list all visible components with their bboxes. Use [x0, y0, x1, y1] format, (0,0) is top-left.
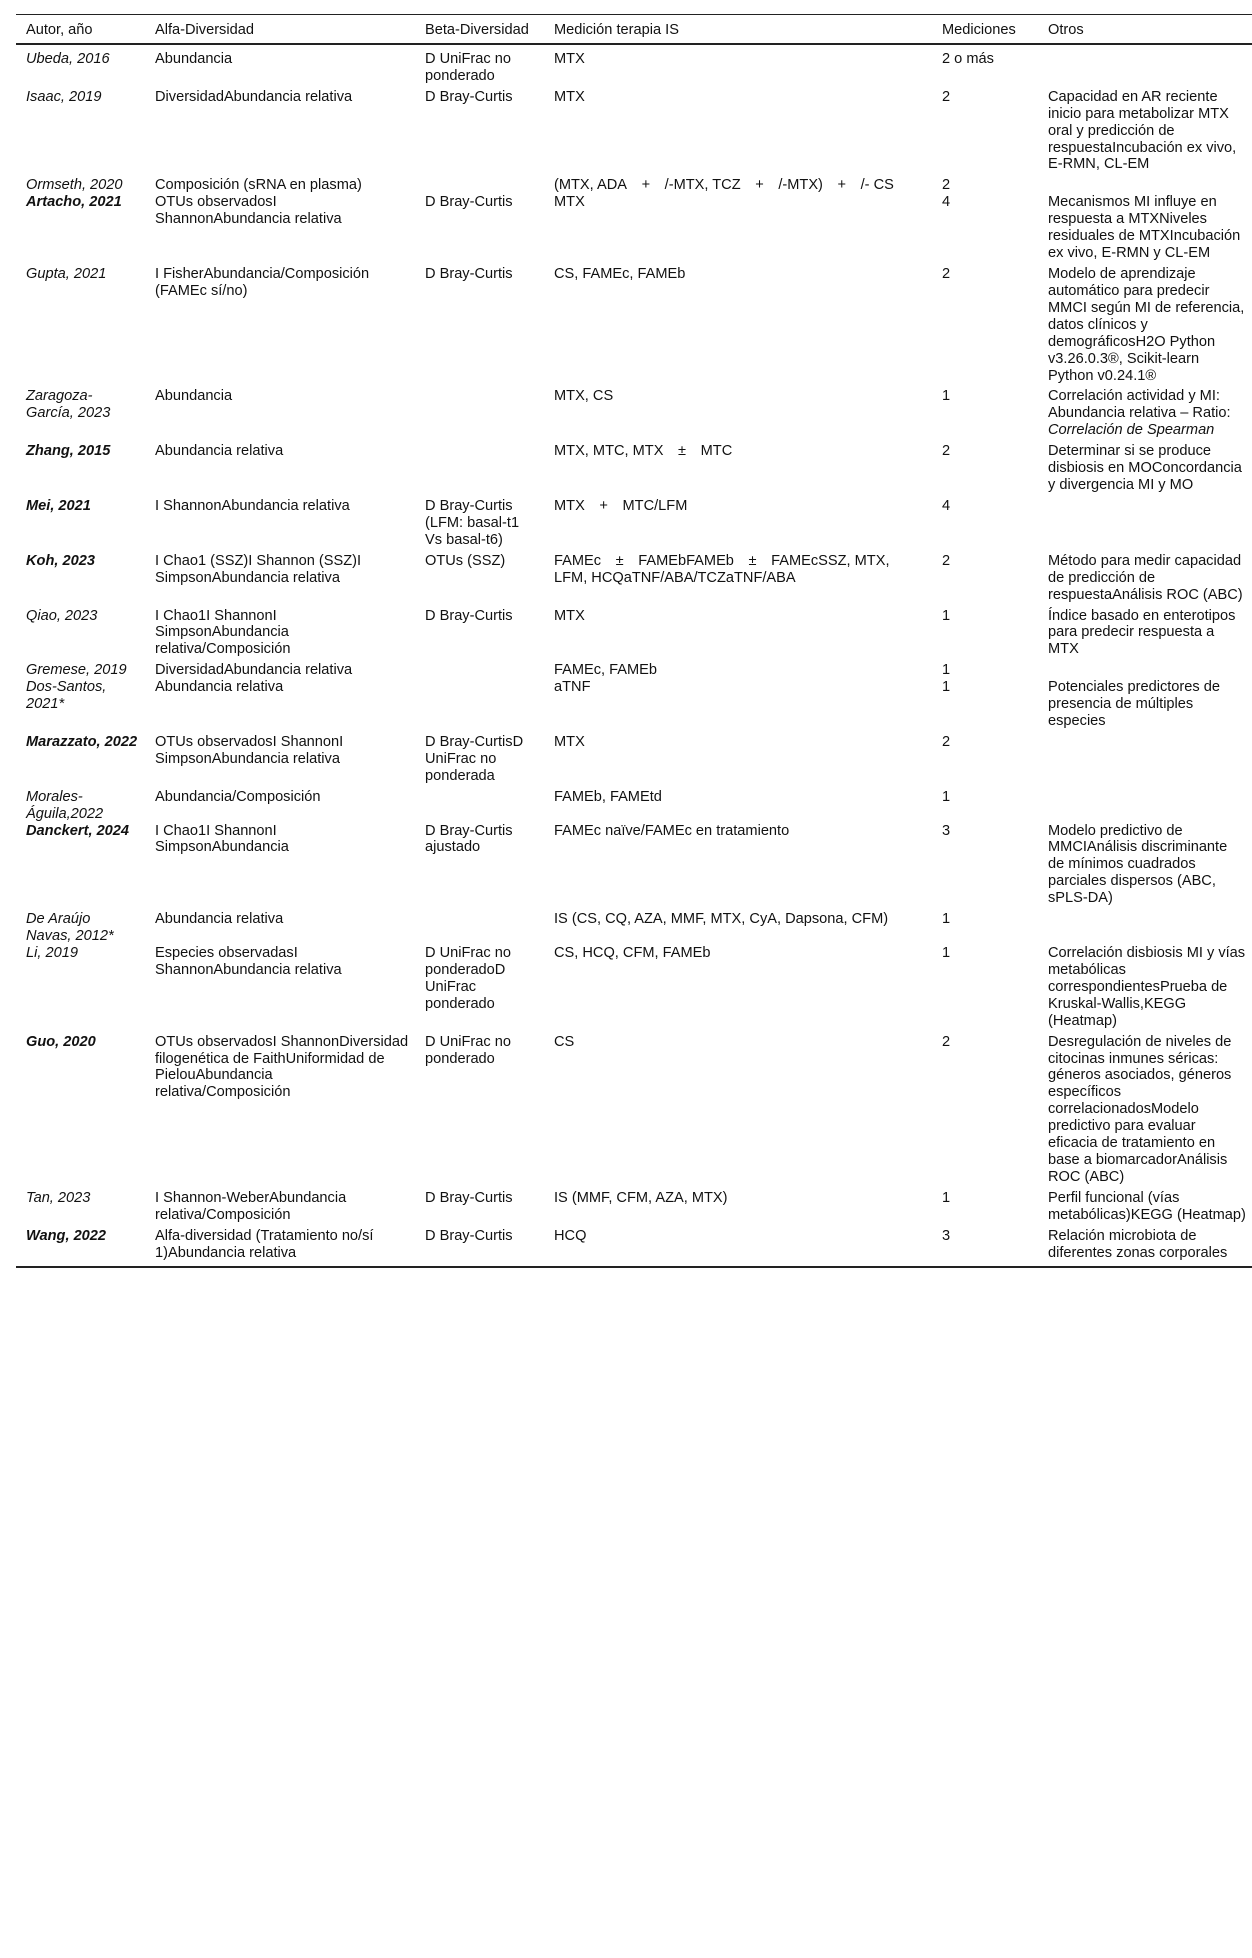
- cell-therapy: CS: [554, 1033, 575, 1050]
- cell-alpha: OTUs observadosI ShannonI SimpsonAbundancia relativa: [155, 733, 344, 767]
- others-emphasis: Correlación de Spearman: [1048, 422, 1215, 439]
- table-row: [16, 679, 1252, 734]
- table-row: [16, 1228, 1252, 1267]
- cell-others: Modelo de aprendizaje automático para predecir MMCI según MI de referencia, datos clínicos y demográficosH2O Python v3.26.0.3®, Scikit-learn Python v0.24.1®: [1048, 265, 1245, 384]
- table-row: [16, 945, 1252, 1034]
- table-row: [16, 89, 1252, 178]
- others-text: Correlación actividad y MI: Abundancia relativa – Ratio:: [1048, 388, 1231, 422]
- table-row: [16, 608, 1252, 663]
- cell-beta: [415, 177, 544, 194]
- cell-others: Modelo predictivo de MMCIAnálisis discriminante de mínimos cuadrados parciales dispersos (ABC, sPLS-DA): [1048, 822, 1228, 907]
- cell-alpha: OTUs observadosI ShannonDiversidad filogenética de FaithUniformidad de PielouAbundancia relativa/Composición: [155, 1033, 409, 1101]
- header-measurements: Mediciones: [942, 22, 1016, 38]
- cell-beta: [415, 789, 544, 823]
- cell-beta: D Bray-Curtis: [425, 88, 513, 105]
- cell-measurements: 1: [942, 911, 951, 928]
- cell-measurements: 1: [942, 1189, 951, 1206]
- cell-author: Morales-Águila,2022: [26, 788, 104, 822]
- cell-therapy: FAMEc naïve/FAMEc en tratamiento: [554, 822, 790, 839]
- cell-alpha: Abundancia relativa: [155, 443, 284, 460]
- cell-therapy: MTX: [554, 733, 585, 750]
- cell-beta: [415, 662, 544, 679]
- cell-alpha: Abundancia relativa: [155, 679, 284, 696]
- cell-beta: D UniFrac no ponderado: [425, 50, 511, 84]
- cell-alpha: I Shannon-WeberAbundancia relativa/Composición: [155, 1189, 347, 1223]
- cell-others: Mecanismos MI influye en respuesta a MTXNiveles residuales de MTXIncubación ex vivo, E-RMN y CL-EM: [1048, 194, 1241, 262]
- cell-measurements: 4: [942, 194, 951, 211]
- cell-measurements: 3: [942, 822, 951, 839]
- cell-author: Artacho, 2021: [26, 194, 122, 211]
- cell-measurements: 2: [942, 1033, 951, 1050]
- table-row: [16, 911, 1252, 945]
- cell-others: [1038, 734, 1252, 789]
- cell-others: [1038, 662, 1252, 679]
- cell-beta: D Bray-Curtis: [425, 607, 513, 624]
- cell-author: Qiao, 2023: [26, 607, 98, 624]
- cell-therapy: FAMEb, FAMEtd: [554, 788, 662, 805]
- cell-therapy: aTNF: [554, 679, 591, 696]
- header-others: Otros: [1048, 22, 1084, 38]
- cell-others: Correlación disbiosis MI y vías metabólicas correspondientesPrueba de Kruskal-Wallis,KEGG (Heatmap): [1048, 945, 1246, 1029]
- cell-beta: D Bray-Curtis: [425, 265, 513, 282]
- cell-author: Ormseth, 2020: [26, 177, 123, 194]
- studies-table: [16, 14, 1252, 1268]
- table-row: [16, 1190, 1252, 1228]
- cell-beta: D UniFrac no ponderadoD UniFrac ponderado: [425, 945, 511, 1012]
- cell-measurements: 2: [942, 88, 951, 105]
- cell-therapy: MTX: [554, 88, 585, 105]
- cell-therapy: MTX: [554, 194, 585, 211]
- table-row: [16, 734, 1252, 789]
- cell-measurements: 1: [942, 607, 951, 624]
- cell-measurements: 1: [942, 679, 951, 696]
- table-row: [16, 662, 1252, 679]
- cell-alpha: OTUs observadosI ShannonAbundancia relativa: [155, 194, 342, 228]
- cell-others: [1038, 177, 1252, 194]
- cell-beta: [415, 911, 544, 945]
- cell-author: Ubeda, 2016: [26, 50, 110, 67]
- cell-therapy: MTX, MTC, MTX ± MTC: [554, 443, 733, 460]
- cell-therapy: HCQ: [554, 1227, 587, 1244]
- cell-others: [1038, 789, 1252, 823]
- table-row: [16, 44, 1252, 89]
- cell-therapy: MTX, CS: [554, 388, 614, 405]
- cell-therapy: MTX: [554, 50, 585, 67]
- cell-author: Isaac, 2019: [26, 88, 102, 105]
- cell-author: Dos-Santos, 2021*: [26, 679, 107, 713]
- cell-therapy: CS, HCQ, CFM, FAMEb: [554, 945, 711, 962]
- cell-others: Determinar si se produce disbiosis en MOConcordancia y divergencia MI y MO: [1048, 443, 1242, 494]
- cell-others: Relación microbiota de diferentes zonas corporales: [1048, 1227, 1228, 1261]
- cell-others: Índice basado en enterotipos para predecir respuesta a MTX: [1048, 607, 1236, 658]
- table-row: [16, 388, 1252, 443]
- cell-alpha: Abundancia: [155, 388, 233, 405]
- cell-author: Guo, 2020: [26, 1033, 96, 1050]
- cell-alpha: I ShannonAbundancia relativa: [155, 497, 350, 514]
- cell-alpha: Abundancia relativa: [155, 911, 284, 928]
- table-row: [16, 443, 1252, 498]
- table-row: [16, 823, 1252, 912]
- cell-therapy: IS (CS, CQ, AZA, MMF, MTX, CyA, Dapsona, CFM): [554, 911, 889, 928]
- cell-measurements: 2: [942, 265, 951, 282]
- cell-beta: D Bray-Curtis: [425, 1227, 513, 1244]
- cell-author: Tan, 2023: [26, 1189, 91, 1206]
- cell-beta: D Bray-Curtis: [425, 1189, 513, 1206]
- cell-measurements: 1: [942, 945, 951, 962]
- cell-therapy: MTX: [554, 607, 585, 624]
- cell-therapy: (MTX, ADA + /-MTX, TCZ + /-MTX) + /- CS: [554, 177, 894, 194]
- cell-alpha: DiversidadAbundancia relativa: [155, 662, 353, 679]
- cell-others: [1038, 388, 1252, 443]
- cell-others: Potenciales predictores de presencia de múltiples especies: [1048, 679, 1220, 730]
- cell-therapy: CS, FAMEc, FAMEb: [554, 265, 686, 282]
- cell-beta: D Bray-Curtis (LFM: basal-t1 Vs basal-t6): [425, 497, 520, 548]
- cell-measurements: 2: [942, 177, 951, 194]
- cell-beta: [415, 679, 544, 734]
- cell-alpha: I Chao1I ShannonI SimpsonAbundancia relativa/Composición: [155, 607, 291, 658]
- header-therapy: Medición terapia IS: [554, 22, 679, 38]
- table-row: [16, 194, 1252, 266]
- cell-others: [1038, 498, 1252, 553]
- cell-others: [1038, 911, 1252, 945]
- cell-author: Mei, 2021: [26, 497, 91, 514]
- header-alpha-diversity: Alfa-Diversidad: [155, 22, 254, 38]
- cell-author: Gremese, 2019: [26, 662, 127, 679]
- cell-therapy: MTX + MTC/LFM: [554, 497, 688, 514]
- cell-beta: D Bray-CurtisD UniFrac no ponderada: [425, 733, 524, 784]
- cell-measurements: 1: [942, 788, 951, 805]
- cell-others: Capacidad en AR reciente inicio para metabolizar MTX oral y predicción de respuestaIncubación ex vivo, E-RMN, CL-EM: [1048, 88, 1237, 173]
- cell-alpha: Composición (sRNA en plasma): [155, 177, 362, 194]
- cell-beta: [415, 443, 544, 498]
- header-beta-diversity: Beta-Diversidad: [425, 22, 529, 38]
- table-header-row: [16, 15, 1252, 44]
- cell-others: Método para medir capacidad de predicción de respuestaAnálisis ROC (ABC): [1048, 552, 1243, 603]
- table-row: [16, 498, 1252, 553]
- cell-author: Gupta, 2021: [26, 265, 107, 282]
- cell-alpha: I Chao1I ShannonI SimpsonAbundancia: [155, 822, 289, 856]
- cell-measurements: 2: [942, 443, 951, 460]
- cell-alpha: Abundancia/Composición: [155, 788, 321, 805]
- cell-author: Koh, 2023: [26, 552, 95, 569]
- cell-beta: D Bray-Curtis ajustado: [425, 822, 513, 856]
- cell-author: Li, 2019: [26, 945, 78, 962]
- cell-measurements: 1: [942, 388, 951, 405]
- cell-author: Danckert, 2024: [26, 822, 130, 839]
- cell-others: [1038, 44, 1252, 89]
- cell-measurements: 4: [942, 497, 951, 514]
- cell-author: Zaragoza-García, 2023: [26, 388, 111, 422]
- table-row: [16, 266, 1252, 388]
- cell-alpha: DiversidadAbundancia relativa: [155, 88, 353, 105]
- cell-measurements: 2 o más: [942, 50, 994, 67]
- cell-beta: [415, 388, 544, 443]
- cell-author: Marazzato, 2022: [26, 733, 138, 750]
- cell-alpha: I FisherAbundancia/Composición (FAMEc sí/no): [155, 265, 370, 299]
- table-row: [16, 553, 1252, 608]
- cell-measurements: 3: [942, 1227, 951, 1244]
- cell-therapy: IS (MMF, CFM, AZA, MTX): [554, 1189, 728, 1206]
- cell-others: Desregulación de niveles de citocinas inmunes séricas: géneros asociados, géneros específicos correlacionadosModelo predictivo para evaluar eficacia de tratamiento en base a biomarcadorAnálisis ROC (ABC): [1048, 1033, 1232, 1185]
- cell-alpha: Abundancia: [155, 50, 233, 67]
- cell-therapy: FAMEc, FAMEb: [554, 662, 657, 679]
- cell-therapy: FAMEc ± FAMEbFAMEb ± FAMEcSSZ, MTX, LFM, HCQaTNF/ABA/TCZaTNF/ABA: [554, 552, 890, 586]
- cell-beta: OTUs (SSZ): [425, 552, 506, 569]
- header-author: Autor, año: [26, 22, 93, 38]
- cell-alpha: Especies observadasI ShannonAbundancia relativa: [155, 945, 342, 978]
- cell-author: Zhang, 2015: [26, 443, 111, 460]
- cell-measurements: 1: [942, 662, 951, 679]
- cell-alpha: I Chao1 (SSZ)I Shannon (SSZ)I SimpsonAbundancia relativa: [155, 552, 362, 586]
- table-row: [16, 789, 1252, 823]
- cell-beta: D UniFrac no ponderado: [425, 1033, 511, 1067]
- cell-author: De Araújo Navas, 2012*: [26, 911, 114, 945]
- table-row: [16, 177, 1252, 194]
- cell-measurements: 2: [942, 733, 951, 750]
- table-row: [16, 1034, 1252, 1190]
- cell-others: Perfil funcional (vías metabólicas)KEGG (Heatmap): [1048, 1189, 1246, 1223]
- cell-measurements: 2: [942, 552, 951, 569]
- cell-beta: D Bray-Curtis: [425, 194, 513, 211]
- cell-author: Wang, 2022: [26, 1227, 107, 1244]
- cell-alpha: Alfa-diversidad (Tratamiento no/sí 1)Abundancia relativa: [155, 1227, 374, 1261]
